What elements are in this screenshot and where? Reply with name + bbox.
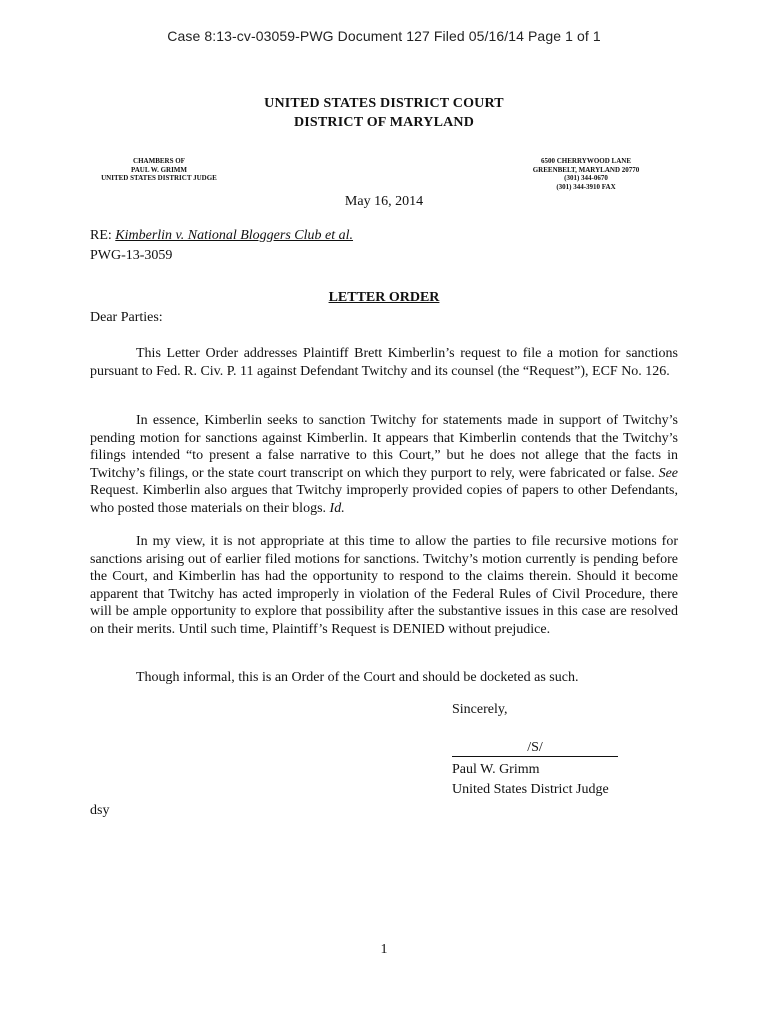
chambers-block xyxy=(92,157,226,183)
chambers-judge-name: PAUL W. GRIMM xyxy=(130,165,188,174)
address-fax: (301) 344-3910 FAX xyxy=(556,182,616,191)
paragraph-3: In my view, it is not appropriate at this time to allow the parties to file recursive motions for sanctions arising out of earlier filed motions for sanctions. Twitchy’s motion currently is pending before the Court, and Kimberlin has had the opportunity to respond to the claims therein. Should it become apparent that Twitchy has acted improperly in violation of the Federal Rules of Civil Procedure, there will be ample opportunity to explore that possibility after the substantive issues in this case are resolved on their merits. Until such time, Plaintiff’s Request is DENIED without prejudice. xyxy=(90,534,678,637)
docket-number: PWG-13-3059 xyxy=(90,248,173,263)
case-name: Kimberlin v. National Bloggers Club et al. xyxy=(115,228,354,243)
court-district: DISTRICT OF MARYLAND xyxy=(293,115,475,130)
citation-id: Id. xyxy=(329,500,345,516)
typist-initials: dsy xyxy=(90,803,110,818)
court-name: UNITED STATES DISTRICT COURT xyxy=(264,96,504,111)
signer-name: Paul W. Grimm xyxy=(452,762,540,777)
chambers-judge-title: UNITED STATES DISTRICT JUDGE xyxy=(101,174,217,183)
signature-line: /S/ xyxy=(452,740,618,757)
chambers-line: CHAMBERS OF xyxy=(133,157,185,165)
salutation: Dear Parties: xyxy=(90,310,163,325)
address-phone: (301) 344-0670 xyxy=(564,174,608,183)
paragraph-2-text-b: Request. Kimberlin also argues that Twitchy improperly provided copies of papers to other Defendants, who posted those materials on their blogs. xyxy=(90,483,678,516)
address-street: 6500 CHERRYWOOD LANE xyxy=(541,157,631,165)
court-address-block xyxy=(522,157,650,191)
paragraph-1: This Letter Order addresses Plaintiff Brett Kimberlin’s request to file a motion for sanctions pursuant to Fed. R. Civ. P. 11 against Defendant Twitchy and its counsel (the “Request”), ECF No. 126. xyxy=(90,346,678,379)
page-number: 1 xyxy=(380,942,388,957)
address-city: GREENBELT, MARYLAND 20770 xyxy=(532,165,640,174)
court-title xyxy=(0,94,768,132)
letter-order-heading: LETTER ORDER xyxy=(328,290,440,305)
citation-see: See xyxy=(658,465,678,481)
paragraph-2-text-a: In essence, Kimberlin seeks to sanction Twitchy for statements made in support of Twitchy’s pending motion for sanctions against Kimberlin. It appears that Kimberlin contends that the Twitchy’s filings intended “to present a false narrative to this Court,” but he does not allege that the facts in Twitchy’s filings, or the state court transcript on which they purport to rely, were fabricated or false. xyxy=(90,413,678,481)
closing: Sincerely, xyxy=(452,702,508,717)
re-line xyxy=(90,228,353,244)
case-header-line: Case 8:13-cv-03059-PWG Document 127 Filed 05/16/14 Page 1 of 1 xyxy=(167,28,601,44)
letter-date: May 16, 2014 xyxy=(344,194,424,209)
signer-title: United States District Judge xyxy=(452,782,609,797)
paragraph-2 xyxy=(90,412,678,517)
re-label: RE: xyxy=(90,228,116,243)
paragraph-4: Though informal, this is an Order of the Court and should be docketed as such. xyxy=(136,670,579,685)
